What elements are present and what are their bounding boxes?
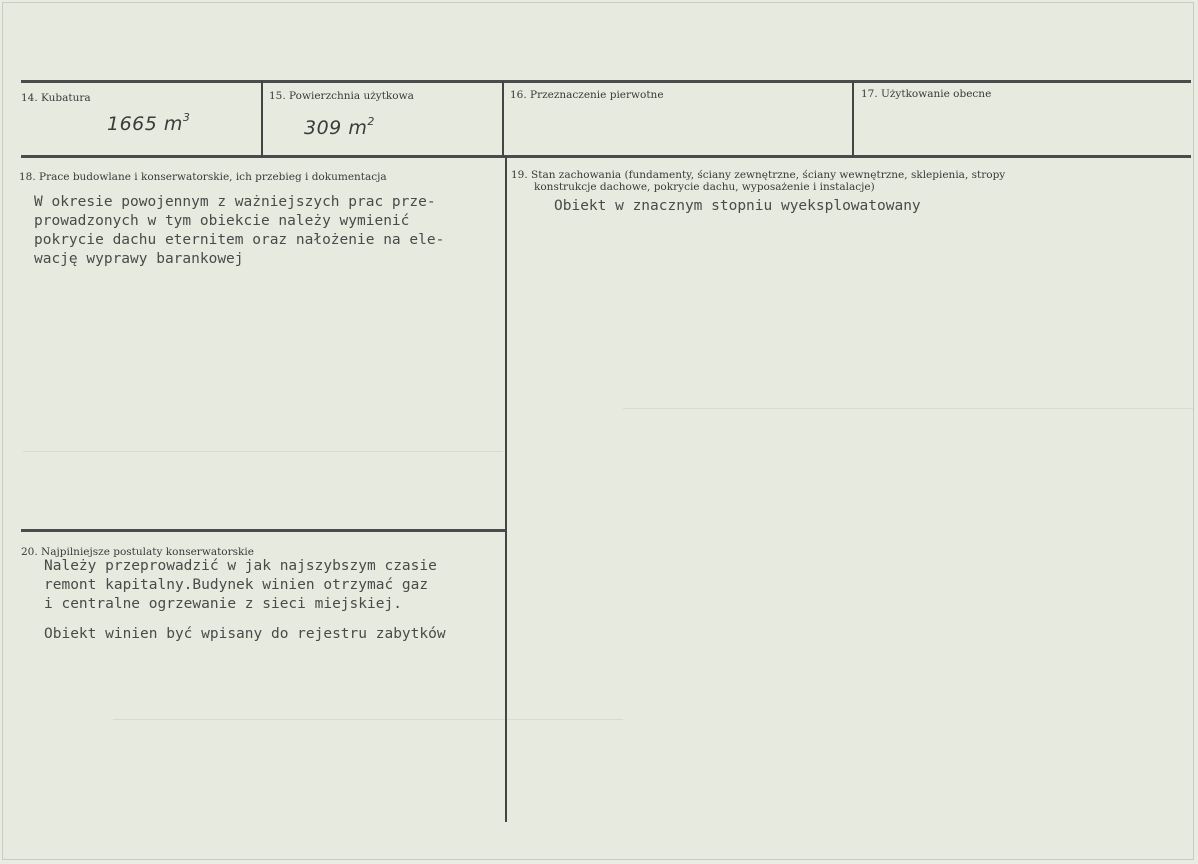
divider-main: [505, 156, 507, 822]
field-20-line-4: Obiekt winien być wpisany do rejestru zabytków: [44, 626, 446, 642]
second-row-rule: [21, 155, 1191, 158]
field-18-line-1: W okresie powojennym z ważniejszych prac prze-: [34, 194, 436, 210]
field-14-value: 1665 $m^3$: [107, 111, 191, 135]
divider-14-15: [261, 81, 263, 157]
field-18-label: 18. Prace budowlane i konserwatorskie, ich przebieg i dokumentacja: [19, 171, 387, 183]
field-20-line-1: Należy przeprowadzić w jak najszybszym czasie: [44, 558, 437, 574]
bleed-through-line: [23, 451, 503, 452]
inventory-card: [2, 2, 1194, 860]
field-15-label: 15. Powierzchnia użytkowa: [269, 90, 414, 102]
field-19-text: Obiekt w znacznym stopniu wyeksplowatowany: [554, 198, 921, 214]
bleed-through-line: [623, 408, 1193, 409]
field-20-line-3: i centralne ogrzewanie z sieci miejskiej.: [44, 596, 402, 612]
field20-rule: [21, 529, 507, 532]
field-16-label: 16. Przeznaczenie pierwotne: [510, 89, 664, 101]
field-18-line-4: wację wyprawy barankowej: [34, 251, 244, 267]
field-20-line-2: remont kapitalny.Budynek winien otrzymać gaz: [44, 577, 429, 593]
field-19-label-line-2: konstrukcje dachowe, pokrycie dachu, wyposażenie i instalacje): [534, 181, 875, 193]
top-row-rule: [21, 80, 1191, 83]
field-14-label: 14. Kubatura: [21, 92, 91, 104]
field-17-label: 17. Użytkowanie obecne: [861, 88, 992, 100]
field-19-label-line-1: 19. Stan zachowania (fundamenty, ściany zewnętrzne, ściany wewnętrzne, sklepienia, stropy: [511, 169, 1006, 181]
divider-16-17: [852, 81, 854, 157]
bleed-through-line: [113, 719, 623, 720]
field-18-line-2: prowadzonych w tym obiekcie należy wymienić: [34, 213, 410, 229]
field-15-value: 309 $m^2$: [304, 115, 375, 139]
field-20-label: 20. Najpilniejsze postulaty konserwatorskie: [21, 546, 254, 558]
field-18-line-3: pokrycie dachu eternitem oraz nałożenie na ele-: [34, 232, 445, 248]
divider-15-16: [502, 81, 504, 157]
